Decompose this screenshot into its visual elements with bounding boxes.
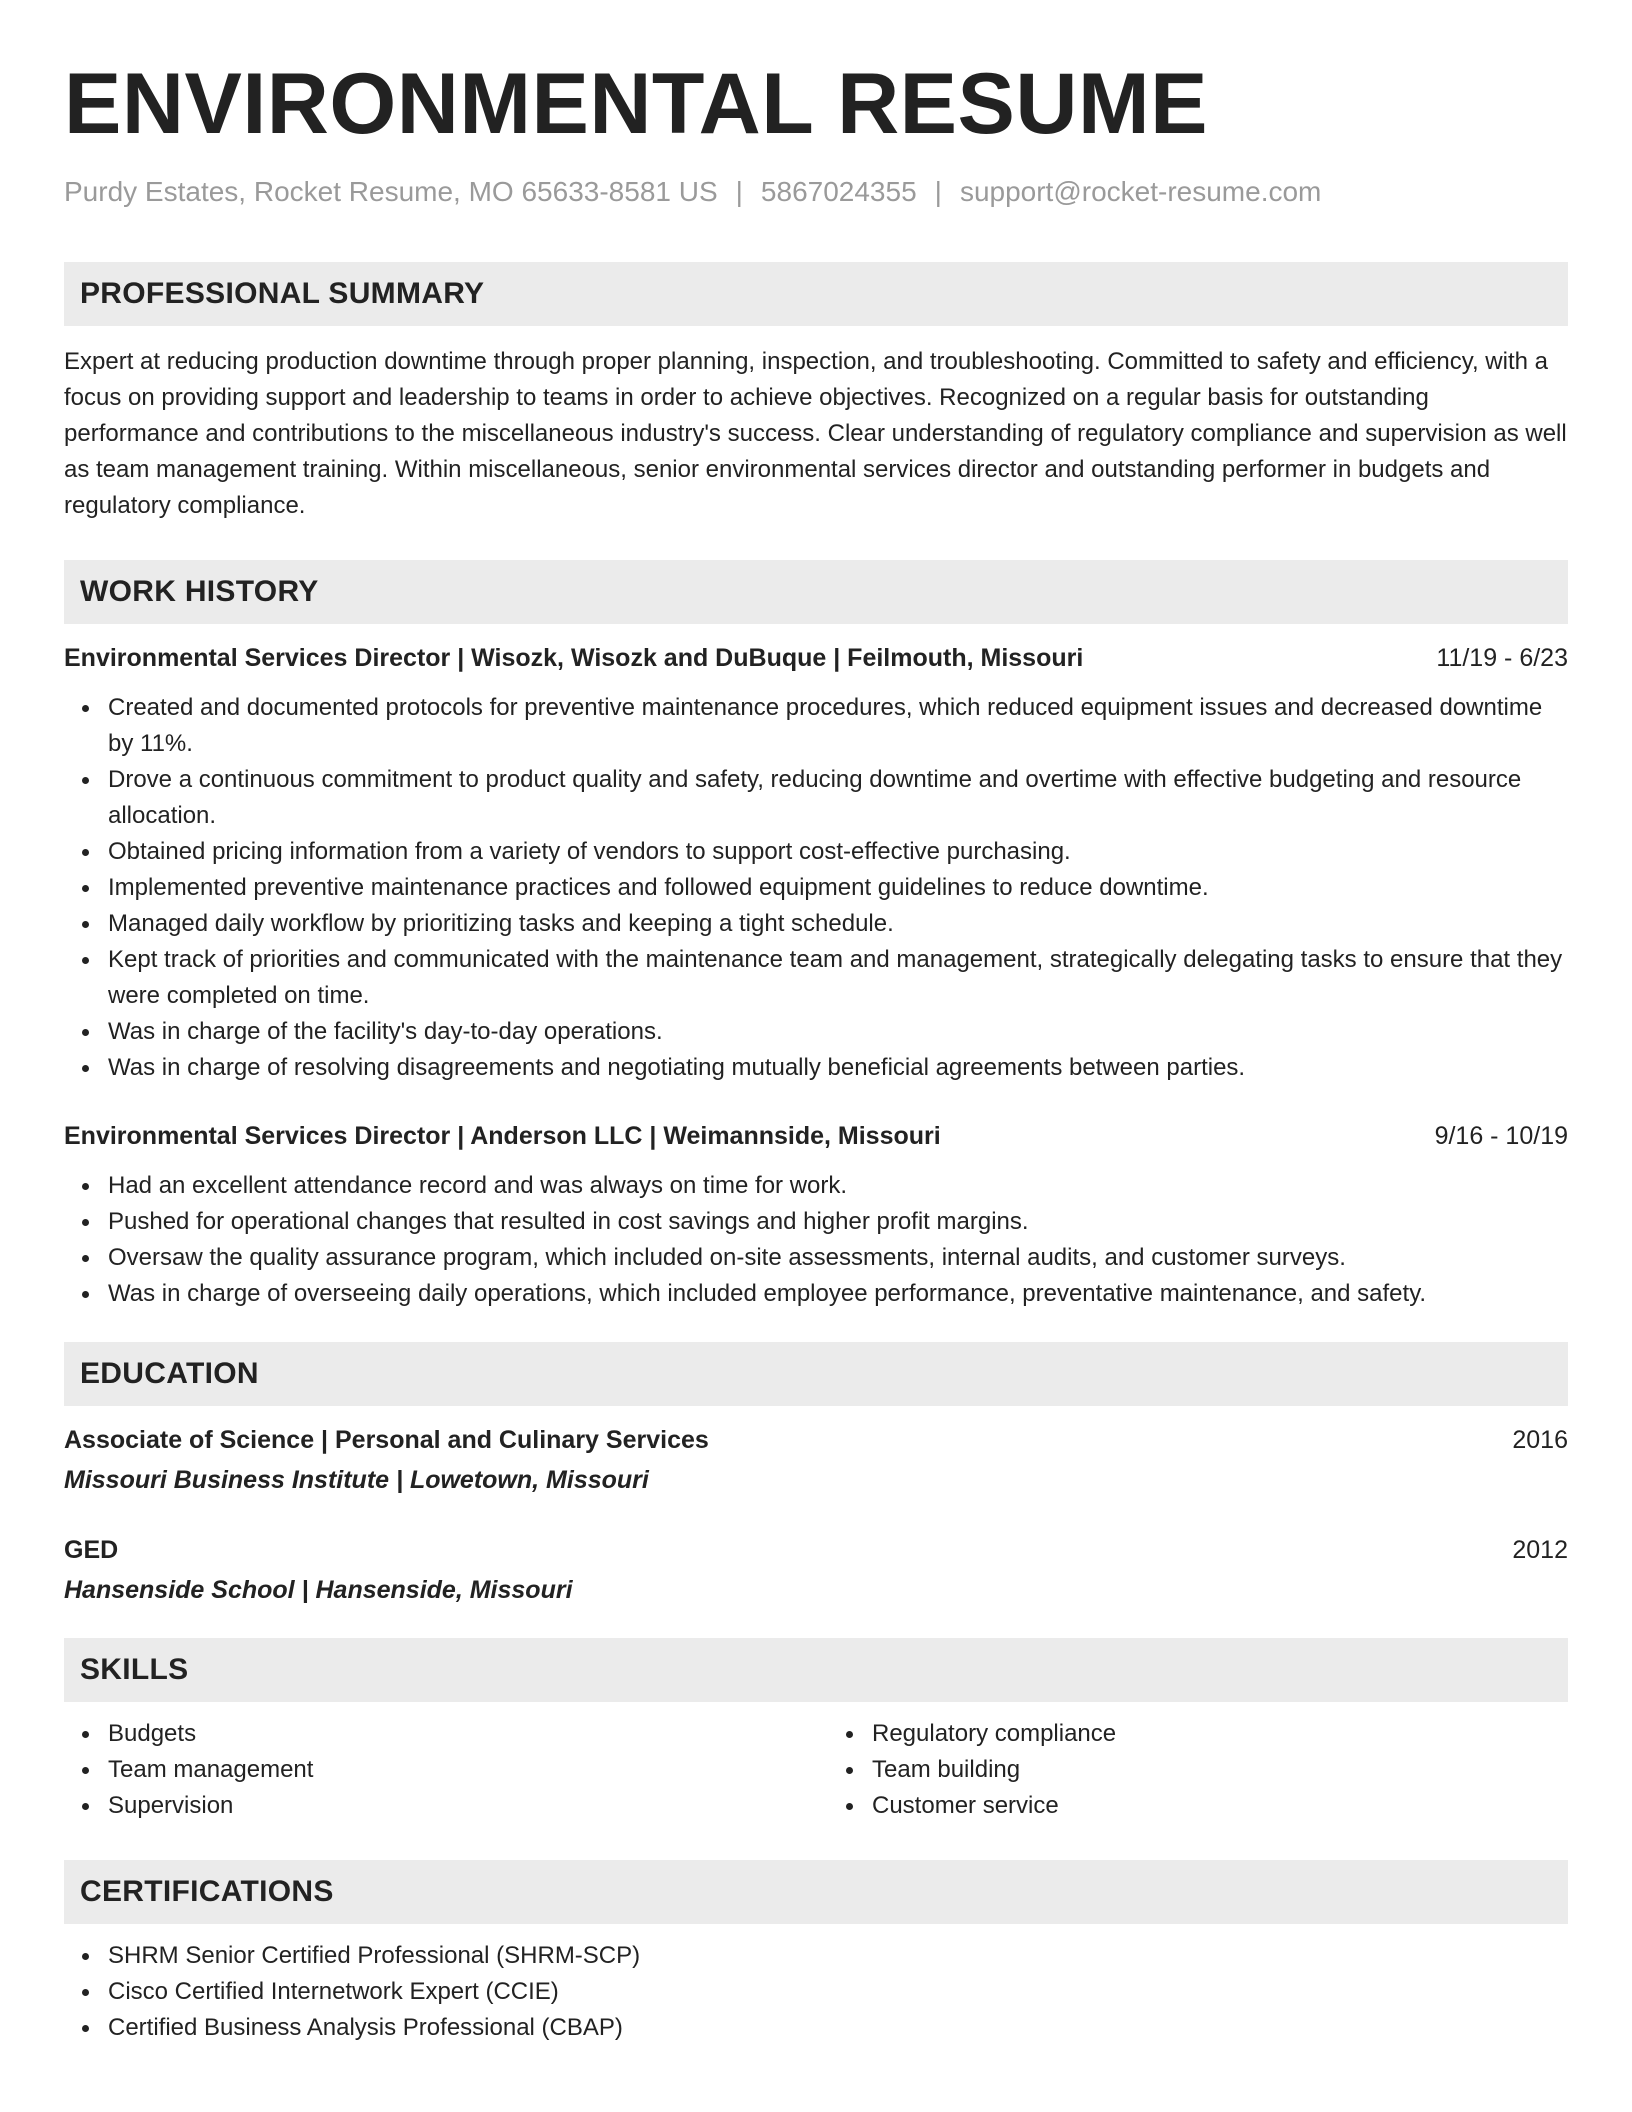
job-title: Environmental Services Director | Anderson LLC | Weimannside, Missouri [64,1122,941,1150]
list-item: Cisco Certified Internetwork Expert (CCIE) [64,1974,1568,2010]
list-item: SHRM Senior Certified Professional (SHRM-SCP) [64,1938,1568,1974]
list-item: Implemented preventive maintenance practices and followed equipment guidelines to reduce downtime. [64,870,1568,906]
list-item: Customer service [828,1788,1568,1824]
contact-separator: | [934,176,942,207]
contact-line [64,174,1568,210]
skills-column-left [64,1716,816,1824]
list-item: Had an excellent attendance record and was always on time for work. [64,1168,1568,1204]
section-header-skills [64,1638,1568,1702]
institution: Hansenside School | Hansenside, Missouri [64,1576,573,1604]
job-entry [64,1118,1568,1312]
education-year: 2012 [1512,1536,1568,1564]
education-entry [64,1422,1568,1498]
section-header-summary [64,262,1568,326]
list-item: Kept track of priorities and communicated with the maintenance team and management, strategically delegating tasks to ensure that they were completed on time. [64,942,1568,1014]
job-dates: 9/16 - 10/19 [1434,1122,1568,1150]
education-header [64,1422,1568,1458]
section-header-education [64,1342,1568,1406]
list-item: Managed daily workflow by prioritizing tasks and keeping a tight schedule. [64,906,1568,942]
list-item: Supervision [64,1788,816,1824]
job-title: Environmental Services Director | Wisozk, Wisozk and DuBuque | Feilmouth, Missouri [64,644,1084,672]
section-title: WORK HISTORY [80,575,319,608]
education-entry [64,1532,1568,1608]
contact-separator: | [735,176,743,207]
list-item: Certified Business Analysis Professional (CBAP) [64,2010,1568,2046]
job-bullets [64,690,1568,1086]
education-header [64,1532,1568,1568]
list-item: Oversaw the quality assurance program, which included on-site assessments, internal audits, and customer surveys. [64,1240,1568,1276]
list-item: Budgets [64,1716,816,1752]
certifications-list [64,1938,1568,2046]
institution: Missouri Business Institute | Lowetown, Missouri [64,1466,649,1494]
phone: 5867024355 [760,176,917,207]
skills-column-right [816,1716,1568,1824]
list-item: Team management [64,1752,816,1788]
section-title: PROFESSIONAL SUMMARY [80,277,485,310]
degree: GED [64,1536,119,1564]
section-title: EDUCATION [80,1357,259,1390]
list-item: Regulatory compliance [828,1716,1568,1752]
degree: Associate of Science | Personal and Culinary Services [64,1426,709,1454]
job-entry [64,640,1568,1086]
address: Purdy Estates, Rocket Resume, MO 65633-8581 US [64,176,718,207]
list-item: Obtained pricing information from a variety of vendors to support cost-effective purchasing. [64,834,1568,870]
section-title: CERTIFICATIONS [80,1875,334,1908]
job-header [64,640,1568,676]
list-item: Drove a continuous commitment to product quality and safety, reducing downtime and overtime with effective budgeting and resource allocation. [64,762,1568,834]
education-year: 2016 [1512,1426,1568,1454]
list-item: Was in charge of the facility's day-to-day operations. [64,1014,1568,1050]
section-header-work-history [64,560,1568,624]
list-item: Pushed for operational changes that resulted in cost savings and higher profit margins. [64,1204,1568,1240]
list-item: Was in charge of resolving disagreements and negotiating mutually beneficial agreements between parties. [64,1050,1568,1086]
resume-title: ENVIRONMENTAL RESUME [64,56,1208,152]
section-title: SKILLS [80,1653,189,1686]
summary-text: Expert at reducing production downtime through proper planning, inspection, and troubleshooting. Committed to safety and efficiency, with a focus on providing support and leadership to teams in order to achieve objectives. Recognized on a regular basis for outstanding performance and contributions to the miscellaneous industry's success. Clear understanding of regulatory compliance and supervision as well as team management training. Within miscellaneous, senior environmental services director and outstanding performer in budgets and regulatory compliance. [64,348,1567,519]
email: support@rocket-resume.com [959,176,1322,207]
list-item: Team building [828,1752,1568,1788]
section-header-certifications [64,1860,1568,1924]
list-item: Was in charge of overseeing daily operations, which included employee performance, preventative maintenance, and safety. [64,1276,1568,1312]
job-dates: 11/19 - 6/23 [1436,644,1568,672]
skills-grid [64,1716,1568,1824]
job-bullets [64,1168,1568,1312]
list-item: Created and documented protocols for preventive maintenance procedures, which reduced equipment issues and decreased downtime by 11%. [64,690,1568,762]
job-header [64,1118,1568,1154]
